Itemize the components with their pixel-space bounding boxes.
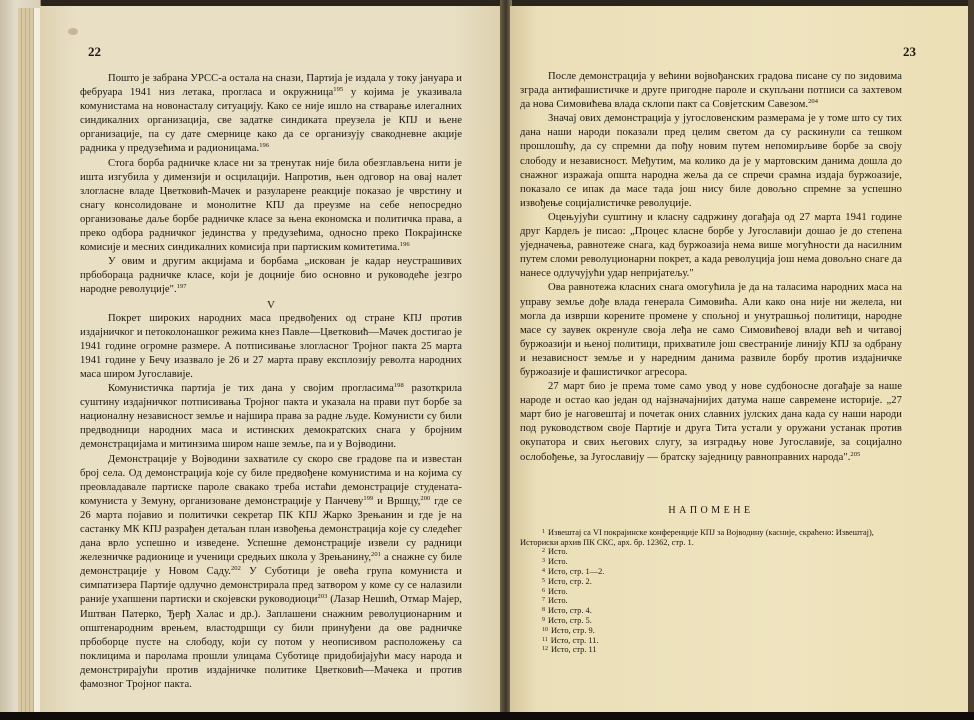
paragraph-group bbox=[80, 72, 462, 298]
paragraph-text: у којима је указивала комунистама на новонасталу ситуацију. Како се није ишло на стварање илегалних синдикалних организација, све задатке синдиката преузела је КПЈ и њене организације, па су дате смернице како да се организују свакодневне акције радника у предузећима и радионицама. bbox=[80, 87, 462, 155]
footnote-ref: 202 bbox=[230, 565, 241, 573]
paragraph-text: Покрет широких народних маса предвођених од стране КПЈ против издајничког и петоколонашког режима кнез Павле—Цветковић—Мачек достигао је 1941 године огромне размере. А потписивање злогласног Тројног пакта 25 марта 1941 године у Бечу изазвало је 26 и 27 марта праву експлозију револта народних маса широм Југославије. bbox=[80, 312, 462, 380]
footnote-text: Исто. bbox=[548, 586, 568, 596]
footnote-text: Исто. bbox=[548, 547, 568, 557]
paragraph-text: Пошто је забрана УРСС-а остала на снази, Партија је издала у току јануара и фебруара 1941 низ летака, проглаcа и окружница bbox=[80, 73, 462, 99]
paragraph-text: 27 март био је према томе само увод у нове судбоносне догађаје за наше народе и остао као један од најзначајнијих датума наше савремене историје. „27 март био је наговештај и почетак оних славних јулских дана када су наши народи под руководством своје Партије и друга Тита устали у оружани устанак против окупатора и свих његових слугу, за изградњу нове Југославије, за социјално ослобођење, за Југославију — братску заједницу равноправних народа". bbox=[520, 381, 902, 463]
paragraph bbox=[520, 380, 902, 465]
footnote-number: 12 bbox=[542, 646, 548, 653]
footnote-ref: 196 bbox=[399, 241, 410, 249]
footnote-ref: 201 bbox=[371, 551, 381, 559]
footnote-text: Исто, стр. 9. bbox=[551, 625, 595, 635]
footnote-number: 11 bbox=[542, 636, 548, 643]
footnote bbox=[520, 606, 902, 616]
right-page bbox=[510, 6, 968, 712]
footnote bbox=[520, 528, 902, 548]
footnote bbox=[520, 616, 902, 626]
footnote-number: 9 bbox=[542, 616, 545, 623]
paragraph-text: Значај ових демонстрација у југословенским размерама је у томе што су тих дана наши народи показали пред целим светом да су раскинули са тешком прошлошћу, да су спремни да пођу новим путем непомирљиве борбе за своју слободу и независност. Међутим, ма колико да је у мартовским данима дошла до снажног изражаја општа народна жеља да се спречи срамна издаја буржоазије, показало се ипак да масе тада још нису биле довољно спремне за успешно извођење социјалистичке револуције. bbox=[520, 113, 902, 209]
footnote-number: 6 bbox=[542, 587, 545, 594]
footnote-number: 5 bbox=[542, 577, 545, 584]
notes-list bbox=[520, 528, 902, 655]
paragraph bbox=[80, 312, 462, 382]
paragraph bbox=[80, 453, 462, 693]
footnote bbox=[520, 547, 902, 557]
paragraph-text: После демонстрација у већини војвођанских градова писане су по зидовима зграда антифашистичке и друге пригодне пароле и скупљани потписи са захтевом да нова Симовићева влада склопи пакт са Совјетским Савезом. bbox=[520, 71, 902, 111]
paragraph-text: Демонстрације у Војводини захватиле су скоро све градове па и известан број села. Од демонстрација које су биле предвођене комунистима и на којима су преовладавале партиске пароле свакако треба истаћи демонстрације студената-комуниста у Земуну, организоване демонстрације у Панчеву bbox=[80, 453, 462, 507]
footnote bbox=[520, 567, 902, 577]
paragraph bbox=[80, 255, 462, 297]
bottom-shadow bbox=[0, 712, 974, 720]
footnote-ref: 195 bbox=[333, 86, 344, 94]
footnote-number: 1 bbox=[542, 528, 545, 535]
footnote-ref: 205 bbox=[850, 450, 861, 458]
paragraph-text: и Вршцу, bbox=[373, 495, 421, 507]
footnote bbox=[520, 645, 902, 655]
footnote-text: Исто. bbox=[548, 557, 568, 567]
footnote-text: Извештај са VI покрајинске конференције КПЈ за Војводину (касније, скраћено: Извештај), Историски архив ПК СКС, арх. бр. 12362, стр. 1. bbox=[520, 527, 874, 547]
footnote bbox=[520, 596, 902, 606]
footnote-number: 10 bbox=[542, 626, 548, 633]
paragraph bbox=[520, 70, 902, 112]
paper-stain bbox=[68, 28, 78, 35]
footnote-text: Исто, стр. 1—2. bbox=[548, 566, 605, 576]
paragraph-text: Оцењујући суштину и класну садржину догађаја од 27 марта 1941 године друг Кардељ је писао: „Процес класне борбе у Југославији дошао је до степена уједначења, равнотеже снага, кад буржоазија нема више могућности да насилним путем сломи револуционарни покрет, а када револуција још нема довољно снаге да нанесе одлучујући удар непријатељу." bbox=[520, 211, 902, 280]
footnote-ref: 203 bbox=[317, 593, 328, 601]
paragraph-text: Ова равнотежа класних снага омогућила је да на таласима народних маса на управу земље дође влада генерала Симовића. Али како она није ни желела, ни могла да изврши корените промене у спољној и унутрашњој политици, народне масе су заувек окренуле своја леђа не само Симовићевој влади већ и читавој буржоазији и њеној политици, прихватиле још свестраније линију КПЈ за одбрану и независност земље и у наредним данима развиле борбу против издајничке буржоазије и фашистичког агресора. bbox=[520, 282, 902, 378]
footnote-ref: 199 bbox=[363, 494, 374, 502]
paragraph-text: Комунистичка партија је тих дана у својим прогласима bbox=[108, 383, 394, 395]
paragraph-text: У овим и другим акцијама и борбама „искован је кадар неустрашивих прбобораца радничке класе, који је доцније био основно и руководеће језгро народне револуције". bbox=[80, 256, 462, 296]
footnote-number: 3 bbox=[542, 558, 545, 565]
paragraph-group bbox=[80, 312, 462, 693]
paragraph bbox=[520, 112, 902, 211]
notes-heading: НАПОМЕНЕ bbox=[668, 505, 754, 516]
footnote-text: Исто, стр. 11. bbox=[550, 635, 599, 645]
paragraph-group bbox=[520, 70, 902, 465]
page-number: 22 bbox=[88, 44, 101, 59]
paragraph bbox=[80, 72, 462, 157]
right-page-body bbox=[520, 70, 902, 465]
paragraph-text: где се 26 марта појавио и политички секретар ПК КПЈ Жарко Зрењанин и где је на састанку МК КПЈ разрађен детаљан план извођења демонстрација које су следећег дана врло успешно и изведене. Успешне демонстрације извели су радници железничке радионице и ученици средњих школа у Зрењанину, bbox=[80, 495, 462, 564]
footnote bbox=[520, 626, 902, 636]
footnote bbox=[520, 636, 902, 646]
footnote-ref: 204 bbox=[808, 98, 818, 106]
footnote-ref: 200 bbox=[420, 494, 431, 502]
paragraph-text: Стога борба радничке класе ни за тренутак није била обезглављена нити је ишта изгубила у димензији и осцилацији. Напротив, њен одговор на овај налет злогласне владе Цветковић-Мачек и разуларене реакције показао је чврстину и снагу консолидоване и монолитне КПЈ да преузме на себе непосредно организовање даље борбе радничке класе за њена економска и политичка права, а преко одбора радничког јединства у предузећима, односно преко Покрајинске комисије и месних синдикалних комисија при партиским комитетима. bbox=[80, 157, 462, 254]
left-page bbox=[40, 6, 500, 712]
footnote-text: Исто, стр. 4. bbox=[548, 606, 592, 616]
footnote-ref: 196 bbox=[259, 142, 270, 150]
footnote-ref: 198 bbox=[393, 382, 404, 390]
footnotes-section bbox=[520, 506, 902, 655]
paragraph bbox=[80, 382, 462, 452]
footnote-text: Исто, стр. 2. bbox=[548, 576, 592, 586]
paragraph bbox=[520, 281, 902, 380]
paragraph bbox=[520, 211, 902, 281]
footnote-text: Исто. bbox=[548, 596, 568, 606]
paragraph-text: У Суботици је овећа група комуниста и симпатизера Партије одлучно демонстрирала пред затвором у коме су се налазили раније ухапшени партиски и скојевски руководиоци bbox=[80, 566, 462, 606]
section-heading: V bbox=[267, 298, 275, 311]
footnote-number: 4 bbox=[542, 567, 545, 574]
paragraph-text: разоткрила суштину издајничког потписивања Тројног пакта и указала на прави пут борбе за националну независност земље и најшира права за радне људе. Комунисти су били предводници народних маса и истинских демократских снага у бројним демонстрацијама и митинзима широм наше земље, па и у Војводини. bbox=[80, 383, 462, 451]
book-right-edge bbox=[968, 0, 974, 716]
footnote-number: 7 bbox=[542, 597, 545, 604]
footnote bbox=[520, 577, 902, 587]
paragraph-text: (Лазар Нешић, Отмар Мајер, Иштван Патерко, Ђерђ Халас и др.). Заплашени снажним револуционарним и општенародним врењем, властодршци су били принуђени да ове радничке прбоборце пусте на слободу, који су потом у неописивом расположењу са поклицима и паролама прошли улицама Суботице придобијајући масу народа и демонстрирајући против издајничке политике Цветковић—Мачека и против фамозног Тројног пакта. bbox=[80, 594, 462, 691]
footnote bbox=[520, 557, 902, 567]
paragraph bbox=[80, 157, 462, 256]
page-number: 23 bbox=[903, 44, 916, 59]
paragraph-text: а снажне су биле демонстрације у Новом Саду. bbox=[80, 552, 462, 578]
footnote-number: 8 bbox=[542, 607, 545, 614]
footnote-text: Исто, стр. 5. bbox=[548, 615, 592, 625]
footnote bbox=[520, 587, 902, 597]
footnote-number: 2 bbox=[542, 548, 545, 555]
left-page-body bbox=[80, 72, 462, 692]
footnote-ref: 197 bbox=[176, 283, 187, 291]
footnote-text: Исто, стр. 11 bbox=[551, 645, 597, 655]
